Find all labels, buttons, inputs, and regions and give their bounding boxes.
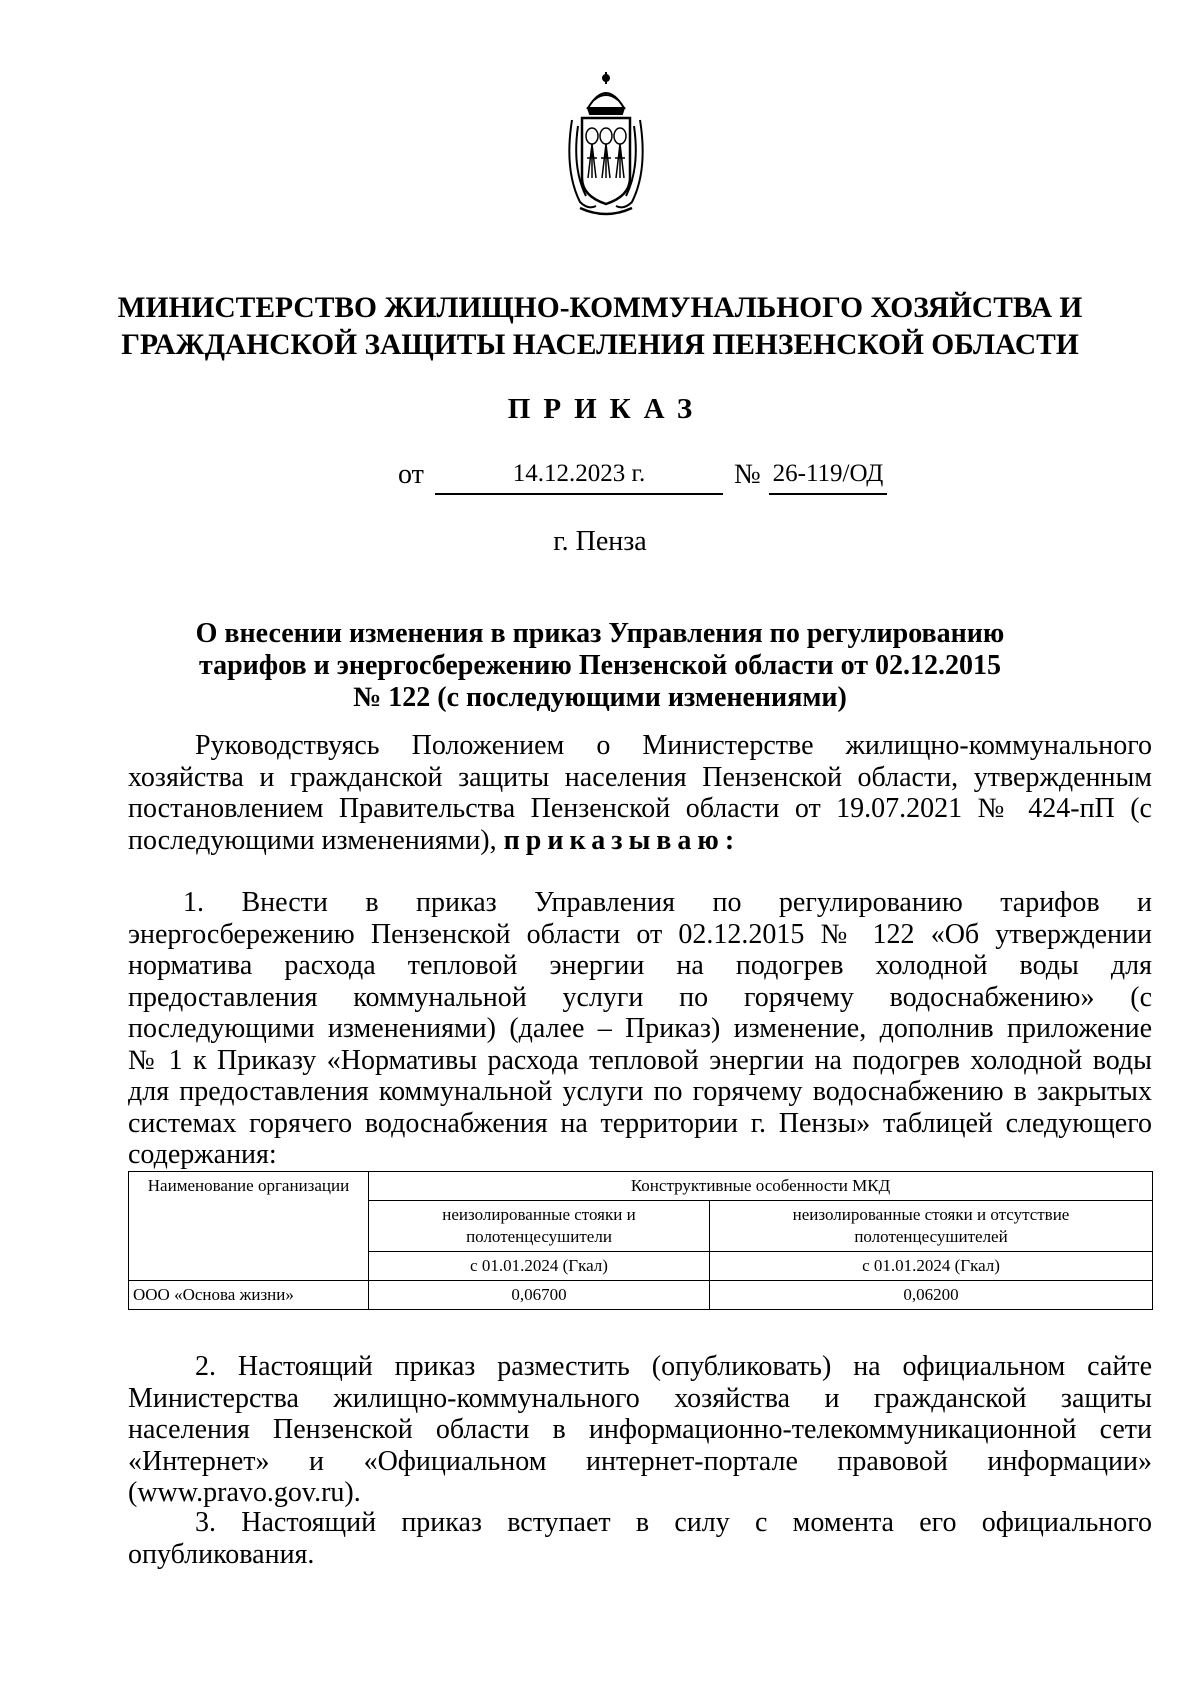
item-1-line-6: № 1 к Приказу «Нормативы расхода тепловой энергии на подогрев холодной воды — [128, 1044, 1152, 1076]
item-1-line-2: энергосбережению Пензенской области от 02.12.2015 № 122 «Об утверждении — [128, 918, 1152, 950]
item-1-line-5: последующими изменениями) (далее – Приказ) изменение, дополнив приложение — [128, 1013, 1152, 1044]
order-verb: приказываю: — [503, 824, 741, 856]
item-2-line-5: (www.pravo.gov.ru). — [128, 1477, 361, 1508]
date-number-line — [0, 459, 1200, 495]
ministry-name-line-1: МИНИСТЕРСТВО ЖИЛИЩНО-КОММУНАЛЬНОГО ХОЗЯЙСТВА И — [117, 292, 1083, 324]
city: г. Пенза — [553, 526, 647, 557]
preamble-paragraph — [128, 730, 1152, 856]
header-organization: Наименование организации — [129, 1172, 369, 1281]
item-1-line-7: для предоставления коммунальной услуги по горячему водоснабжению в закрытых — [128, 1076, 1152, 1107]
ministry-name — [0, 290, 1200, 364]
item-2-line-1: 2. Настоящий приказ разместить (опубликовать) на официальном сайте — [195, 1351, 1152, 1382]
item-1-line-1: 1. Внести в приказ Управления по регулированию тарифов и — [183, 887, 1152, 918]
preamble-line-4 — [128, 825, 1152, 857]
item-1-line-3: норматива расхода тепловой энергии на подогрев холодной воды для — [128, 950, 1152, 981]
document-type-title: ПРИКАЗ — [507, 393, 706, 425]
subject-line-3: № 122 (с последующими изменениями) — [353, 682, 847, 713]
coat-of-arms-emblem — [558, 70, 654, 218]
value-a: 0,06700 — [369, 1281, 710, 1310]
table-header-row — [129, 1172, 1153, 1201]
order-subject — [0, 618, 1200, 714]
item-3-paragraph — [128, 1507, 1152, 1570]
item-2-line-4: «Интернет» и «Официальном интернет-портале правовой информации» — [128, 1445, 1152, 1477]
item-3-line-2: опубликования. — [128, 1538, 315, 1570]
item-2-line-3: населения Пензенской области в информационно-телекоммуникационной сети — [128, 1414, 1152, 1445]
order-date: 14.12.2023 г. — [435, 459, 723, 495]
header-uninsulated-with-dryers: неизолированные стояки и полотенцесушители — [369, 1201, 710, 1252]
header-design-features: Конструктивные особенности МКД — [369, 1172, 1153, 1201]
subject-line-1: О внесении изменения в приказ Управления по регулированию — [195, 618, 1005, 649]
item-1-paragraph — [128, 887, 1152, 1171]
preamble-line-4-text: последующими изменениями), — [128, 824, 504, 856]
number-prefix: № — [734, 459, 761, 490]
item-1-line-4: предоставления коммунальной услуги по горячему водоснабжению» (с — [128, 981, 1152, 1013]
organization-name: ООО «Основа жизни» — [129, 1281, 369, 1310]
item-2-paragraph — [128, 1351, 1152, 1509]
preamble-line-2: хозяйства и гражданской защиты населения Пензенской области, утвержденным — [128, 761, 1152, 793]
item-3-line-1: 3. Настоящий приказ вступает в силу с момента его официального — [195, 1507, 1152, 1538]
item-2-line-2: Министерства жилищно-коммунального хозяйства и гражданской защиты — [128, 1382, 1152, 1414]
item-1-line-9: содержания: — [128, 1139, 277, 1170]
ministry-name-line-2: ГРАЖДАНСКОЙ ЗАЩИТЫ НАСЕЛЕНИЯ ПЕНЗЕНСКОЙ ОБЛАСТИ — [121, 329, 1079, 361]
period-a: с 01.01.2024 (Гкал) — [369, 1252, 710, 1281]
period-b: с 01.01.2024 (Гкал) — [710, 1252, 1153, 1281]
header-uninsulated-without-dryers: неизолированные стояки и отсутствие полотенцесушителей — [710, 1201, 1153, 1252]
preamble-line-1: Руководствуясь Положением о Министерстве жилищно-коммунального — [195, 730, 1152, 761]
subject-line-2: тарифов и энергосбережению Пензенской области от 02.12.2015 — [198, 650, 1002, 681]
item-1-line-8: системах горячего водоснабжения на территории г. Пензы» таблицей следующего — [128, 1107, 1152, 1139]
norms-table — [128, 1171, 1153, 1310]
preamble-line-3: постановлением Правительства Пензенской области от 19.07.2021 № 424-пП (с — [128, 793, 1152, 824]
value-b: 0,06200 — [710, 1281, 1153, 1310]
order-number: 26-119/ОД — [769, 459, 887, 495]
table-row — [129, 1281, 1153, 1310]
date-prefix: от — [398, 459, 424, 490]
